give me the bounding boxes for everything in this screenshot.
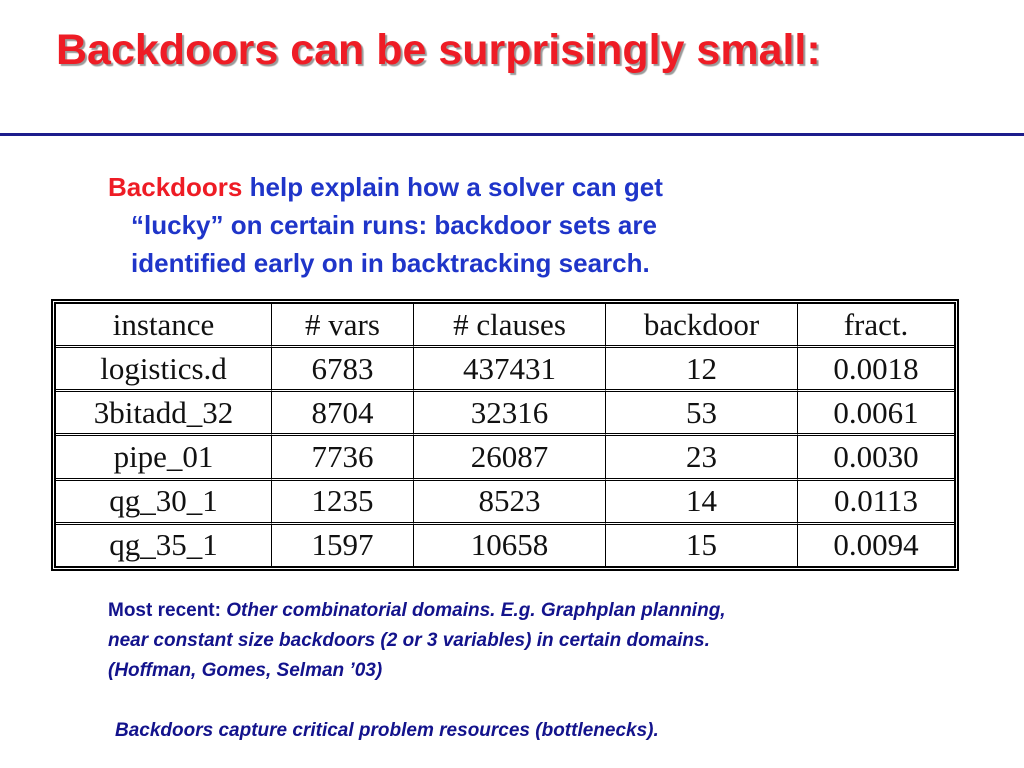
cell-clauses: 10658 bbox=[414, 525, 606, 566]
table-row bbox=[56, 348, 954, 392]
cell-clauses: 8523 bbox=[414, 481, 606, 525]
cell-instance: pipe_01 bbox=[56, 436, 272, 480]
cell-backdoor: 14 bbox=[606, 481, 798, 525]
cell-fraction: 0.0030 bbox=[798, 436, 954, 480]
cell-instance: logistics.d bbox=[56, 348, 272, 392]
bullet-line-3: identified early on in backtracking search. bbox=[131, 248, 650, 278]
recent-work-note bbox=[108, 596, 988, 686]
column-header-backdoor: backdoor bbox=[606, 304, 798, 348]
closing-statement: Backdoors capture critical problem resources (bottlenecks). bbox=[115, 720, 659, 741]
column-header-vars: # vars bbox=[272, 304, 414, 348]
cell-instance: qg_35_1 bbox=[56, 525, 272, 566]
table-row bbox=[56, 392, 954, 436]
cell-backdoor: 23 bbox=[606, 436, 798, 480]
cell-clauses: 437431 bbox=[414, 348, 606, 392]
recent-line-3: (Hoffman, Gomes, Selman ’03) bbox=[108, 660, 383, 681]
bullet-line-1-text: help explain how a solver can get bbox=[249, 172, 663, 202]
bullet-line-1 bbox=[108, 168, 868, 206]
cell-vars: 8704 bbox=[272, 392, 414, 436]
recent-line-1 bbox=[108, 596, 988, 626]
cell-clauses: 26087 bbox=[414, 436, 606, 480]
bullet-paragraph bbox=[108, 168, 868, 282]
cell-fraction: 0.0018 bbox=[798, 348, 954, 392]
cell-fraction: 0.0113 bbox=[798, 481, 954, 525]
column-header-fraction: fract. bbox=[798, 304, 954, 348]
cell-instance: 3bitadd_32 bbox=[56, 392, 272, 436]
table-row bbox=[56, 525, 954, 566]
title-divider bbox=[0, 133, 1024, 136]
backdoor-table bbox=[54, 302, 956, 568]
table-row bbox=[56, 481, 954, 525]
column-header-instance: instance bbox=[56, 304, 272, 348]
cell-fraction: 0.0094 bbox=[833, 527, 919, 563]
cell-fraction: 0.0061 bbox=[798, 392, 954, 436]
slide-title: Backdoors can be surprisingly small: bbox=[56, 26, 821, 74]
cell-backdoor: 15 bbox=[606, 525, 798, 566]
column-header-clauses: # clauses bbox=[414, 304, 606, 348]
cell-vars: 1597 bbox=[272, 525, 414, 566]
cell-vars: 7736 bbox=[272, 436, 414, 480]
cell-backdoor: 12 bbox=[606, 348, 798, 392]
recent-line-2: near constant size backdoors (2 or 3 variables) in certain domains. bbox=[108, 630, 710, 651]
cell-vars: 6783 bbox=[272, 348, 414, 392]
recent-label: Most recent: bbox=[108, 600, 221, 621]
bullet-lead-word: Backdoors bbox=[108, 172, 243, 202]
bullet-line-2: “lucky” on certain runs: backdoor sets are bbox=[131, 210, 657, 240]
cell-instance: qg_30_1 bbox=[56, 481, 272, 525]
cell-backdoor: 53 bbox=[606, 392, 798, 436]
cell-clauses: 32316 bbox=[414, 392, 606, 436]
table-row bbox=[56, 436, 954, 480]
recent-line-1-text: Other combinatorial domains. E.g. Graphplan planning, bbox=[226, 600, 726, 621]
cell-vars: 1235 bbox=[272, 481, 414, 525]
table-header-row bbox=[56, 304, 954, 348]
